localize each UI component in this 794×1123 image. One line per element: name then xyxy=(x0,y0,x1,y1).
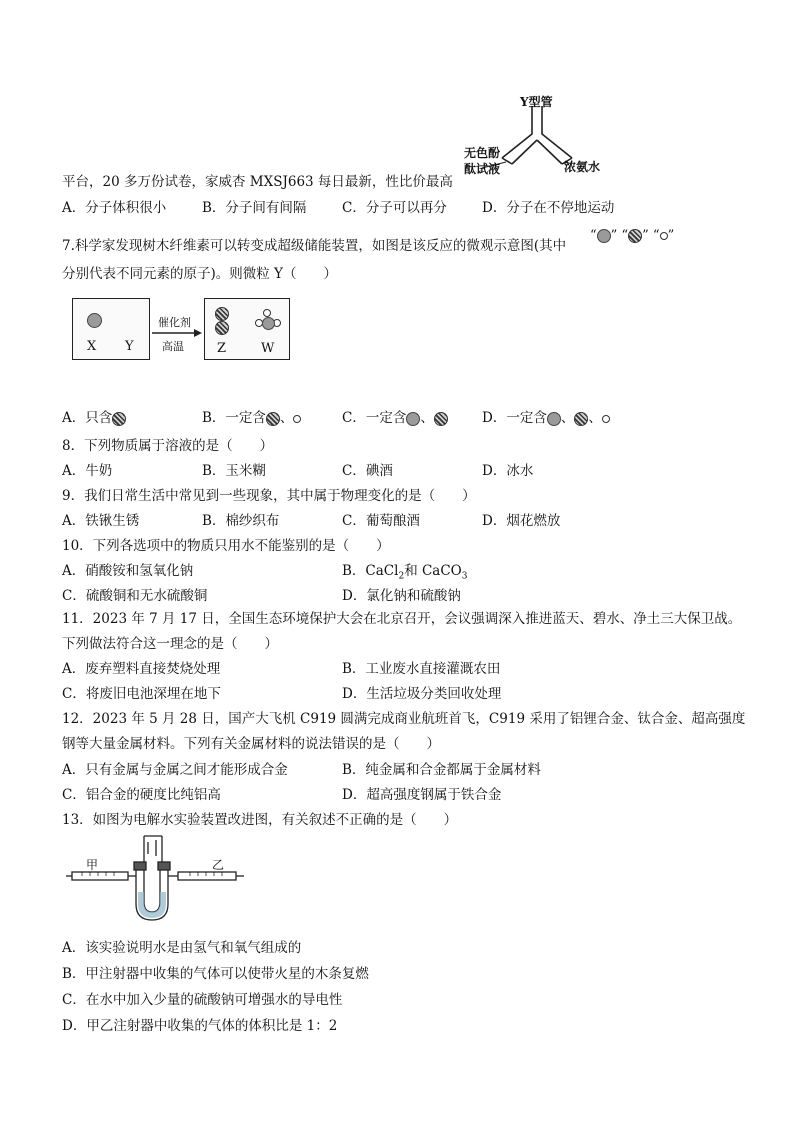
q8-option-c[interactable]: C．碘酒 xyxy=(342,463,393,479)
q12-stem-line1: 12．2023 年 5 月 28 日，国产大飞机 C919 圆满完成商业航班首飞，C919 采用了铝锂合金、钛合金、超高强度 xyxy=(62,711,746,727)
hatched-atom-icon xyxy=(215,307,229,321)
label-x: X xyxy=(87,339,97,354)
label-z: Z xyxy=(217,341,227,356)
q13-option-c[interactable]: C．在水中加入少量的硫酸钠可增强水的导电性 xyxy=(62,992,343,1008)
q13-stem: 13．如图为电解水实验装置改进图，有关叙述不正确的是（ ） xyxy=(62,812,458,828)
legend-quote: “ xyxy=(621,228,629,243)
option-text: B．CaCl xyxy=(342,563,399,579)
y-tube-right-label: 浓氨水 xyxy=(564,160,601,174)
product-box xyxy=(204,298,290,360)
q11-option-a[interactable]: A．废弃塑料直接焚烧处理 xyxy=(62,661,221,677)
q8-option-b[interactable]: B．玉米糊 xyxy=(202,463,266,479)
q13-option-b[interactable]: B．甲注射器中收集的气体可以使带火星的木条复燃 xyxy=(62,966,369,982)
separator: 、 xyxy=(588,410,602,426)
separator: 、 xyxy=(279,410,294,426)
y-tube-title: Y型管 xyxy=(520,95,553,109)
q8-stem: 8．下列物质属于溶液的是（ ） xyxy=(62,438,274,454)
label-jia: 甲 xyxy=(86,858,99,872)
reactant-box xyxy=(72,298,150,360)
q7-stem-text: 7.科学家发现树木纤维素可以转变成超级储能装置，如图是该反应的微观示意图(其中 xyxy=(62,238,567,254)
legend-quote: ” xyxy=(642,228,649,243)
q9-option-d[interactable]: D．烟花燃放 xyxy=(482,513,561,529)
q6-option-c[interactable]: C．分子可以再分 xyxy=(342,200,447,216)
q6-option-a[interactable]: A．分子体积很小 xyxy=(62,200,167,216)
q11-stem-line1: 11．2023 年 7 月 17 日，全国生态环境保护大会在北京召开，会议强调深入推进蓝天、碧水、净土三大保卫战。 xyxy=(62,611,742,627)
hatched-atom-icon xyxy=(215,321,229,335)
small-atom-icon xyxy=(293,415,301,423)
legend-quote: ” xyxy=(667,228,675,243)
option-text: C．一定含 xyxy=(342,410,407,426)
option-text: A．只含 xyxy=(62,410,113,426)
y-tube-left-label-2: 酞试液 xyxy=(464,162,501,176)
electrolysis-drawing xyxy=(62,832,252,924)
q12-option-b[interactable]: B．纯金属和合金都属于金属材料 xyxy=(342,762,541,778)
q7-stem-line1 xyxy=(62,234,566,254)
option-text: D．一定含 xyxy=(482,410,547,426)
y-tube-figure xyxy=(462,92,612,184)
q10-option-a[interactable]: A．硝酸铵和氢氧化钠 xyxy=(62,563,194,579)
q9-option-c[interactable]: C．葡萄酿酒 xyxy=(342,513,420,529)
hatched-atom-icon xyxy=(112,412,126,426)
q13-option-d[interactable]: D．甲乙注射器中收集的气体的体积比是 1：2 xyxy=(62,1018,338,1034)
q12-option-d[interactable]: D．超高强度钢属于铁合金 xyxy=(342,787,502,803)
catalyst-label: 催化剂 xyxy=(158,316,191,329)
label-yi: 乙 xyxy=(212,858,225,872)
temperature-label: 高温 xyxy=(162,340,184,353)
q8-option-d[interactable]: D．冰水 xyxy=(482,463,534,479)
electrolysis-figure xyxy=(62,832,252,924)
q7-atom-legend xyxy=(590,228,674,243)
q11-option-b[interactable]: B．工业废水直接灌溉农田 xyxy=(342,661,501,677)
arrow-icon xyxy=(150,328,202,338)
hatched-atom-icon xyxy=(574,412,588,426)
reaction-arrow xyxy=(150,300,202,352)
option-text: B．一定含 xyxy=(202,410,266,426)
gray-atom-icon xyxy=(406,412,420,426)
q9-option-a[interactable]: A．铁锹生锈 xyxy=(62,513,140,529)
q10-option-b[interactable] xyxy=(342,559,468,582)
separator: 、 xyxy=(420,410,434,426)
q7-option-c[interactable] xyxy=(342,406,448,426)
gray-atom-icon xyxy=(87,313,102,328)
q12-option-a[interactable]: A．只有金属与金属之间才能形成合金 xyxy=(62,762,288,778)
label-w: W xyxy=(261,341,275,356)
q6-option-b[interactable]: B．分子间有间隔 xyxy=(202,200,307,216)
q7-option-b[interactable] xyxy=(202,406,301,426)
legend-quote: “ xyxy=(590,228,597,243)
gray-atom-icon xyxy=(262,317,275,330)
q7-option-a[interactable] xyxy=(62,406,126,426)
subscript: 3 xyxy=(461,571,468,582)
q10-option-c[interactable]: C．硫酸铜和无水硫酸铜 xyxy=(62,588,208,604)
small-atom-icon xyxy=(660,232,668,240)
q7-option-d[interactable] xyxy=(482,406,610,426)
q10-option-d[interactable]: D．氯化钠和硫酸钠 xyxy=(342,588,461,604)
q13-option-a[interactable]: A．该实验说明水是由氢气和氧气组成的 xyxy=(62,940,302,956)
q12-stem-line2: 钢等大量金属材料。下列有关金属材料的说法错误的是（ ） xyxy=(62,736,440,752)
q9-option-b[interactable]: B．棉纱织布 xyxy=(202,513,280,529)
legend-quote: “ xyxy=(652,228,660,243)
q11-option-d[interactable]: D．生活垃圾分类回收处理 xyxy=(342,686,502,702)
q12-option-c[interactable]: C．铝合金的硬度比纯铝高 xyxy=(62,787,221,803)
q9-stem: 9．我们日常生活中常见到一些现象，其中属于物理变化的是（ ） xyxy=(62,488,476,504)
hatched-atom-icon xyxy=(628,229,642,243)
hatched-atom-icon xyxy=(266,412,280,426)
q11-stem-line2: 下列做法符合这一理念的是（ ） xyxy=(62,636,278,652)
subscript: 2 xyxy=(398,571,405,582)
q6-option-d[interactable]: D．分子在不停地运动 xyxy=(482,200,615,216)
q11-option-c[interactable]: C．将废旧电池深埋在地下 xyxy=(62,686,221,702)
small-atom-icon xyxy=(263,309,271,317)
q8-option-a[interactable]: A．牛奶 xyxy=(62,463,113,479)
small-atom-icon xyxy=(602,415,610,423)
legend-quote: ” xyxy=(610,228,618,243)
label-y: Y xyxy=(125,339,134,354)
q10-stem: 10．下列各选项中的物质只用水不能鉴别的是（ ） xyxy=(62,538,390,554)
separator: 、 xyxy=(560,410,575,426)
gray-atom-icon xyxy=(597,229,611,243)
gray-atom-icon xyxy=(547,412,561,426)
y-tube-left-label-1: 无色酚 xyxy=(464,146,501,160)
option-text: 和 CaCO xyxy=(404,563,462,579)
q7-stem-line2: 分别代表不同元素的原子)。则微粒 Y（ ） xyxy=(62,266,337,282)
header-fragment: 平台，20 多万份试卷，家威杏 MXSJ663 每日最新，性比价最高 xyxy=(62,174,453,190)
hatched-atom-icon xyxy=(434,412,448,426)
